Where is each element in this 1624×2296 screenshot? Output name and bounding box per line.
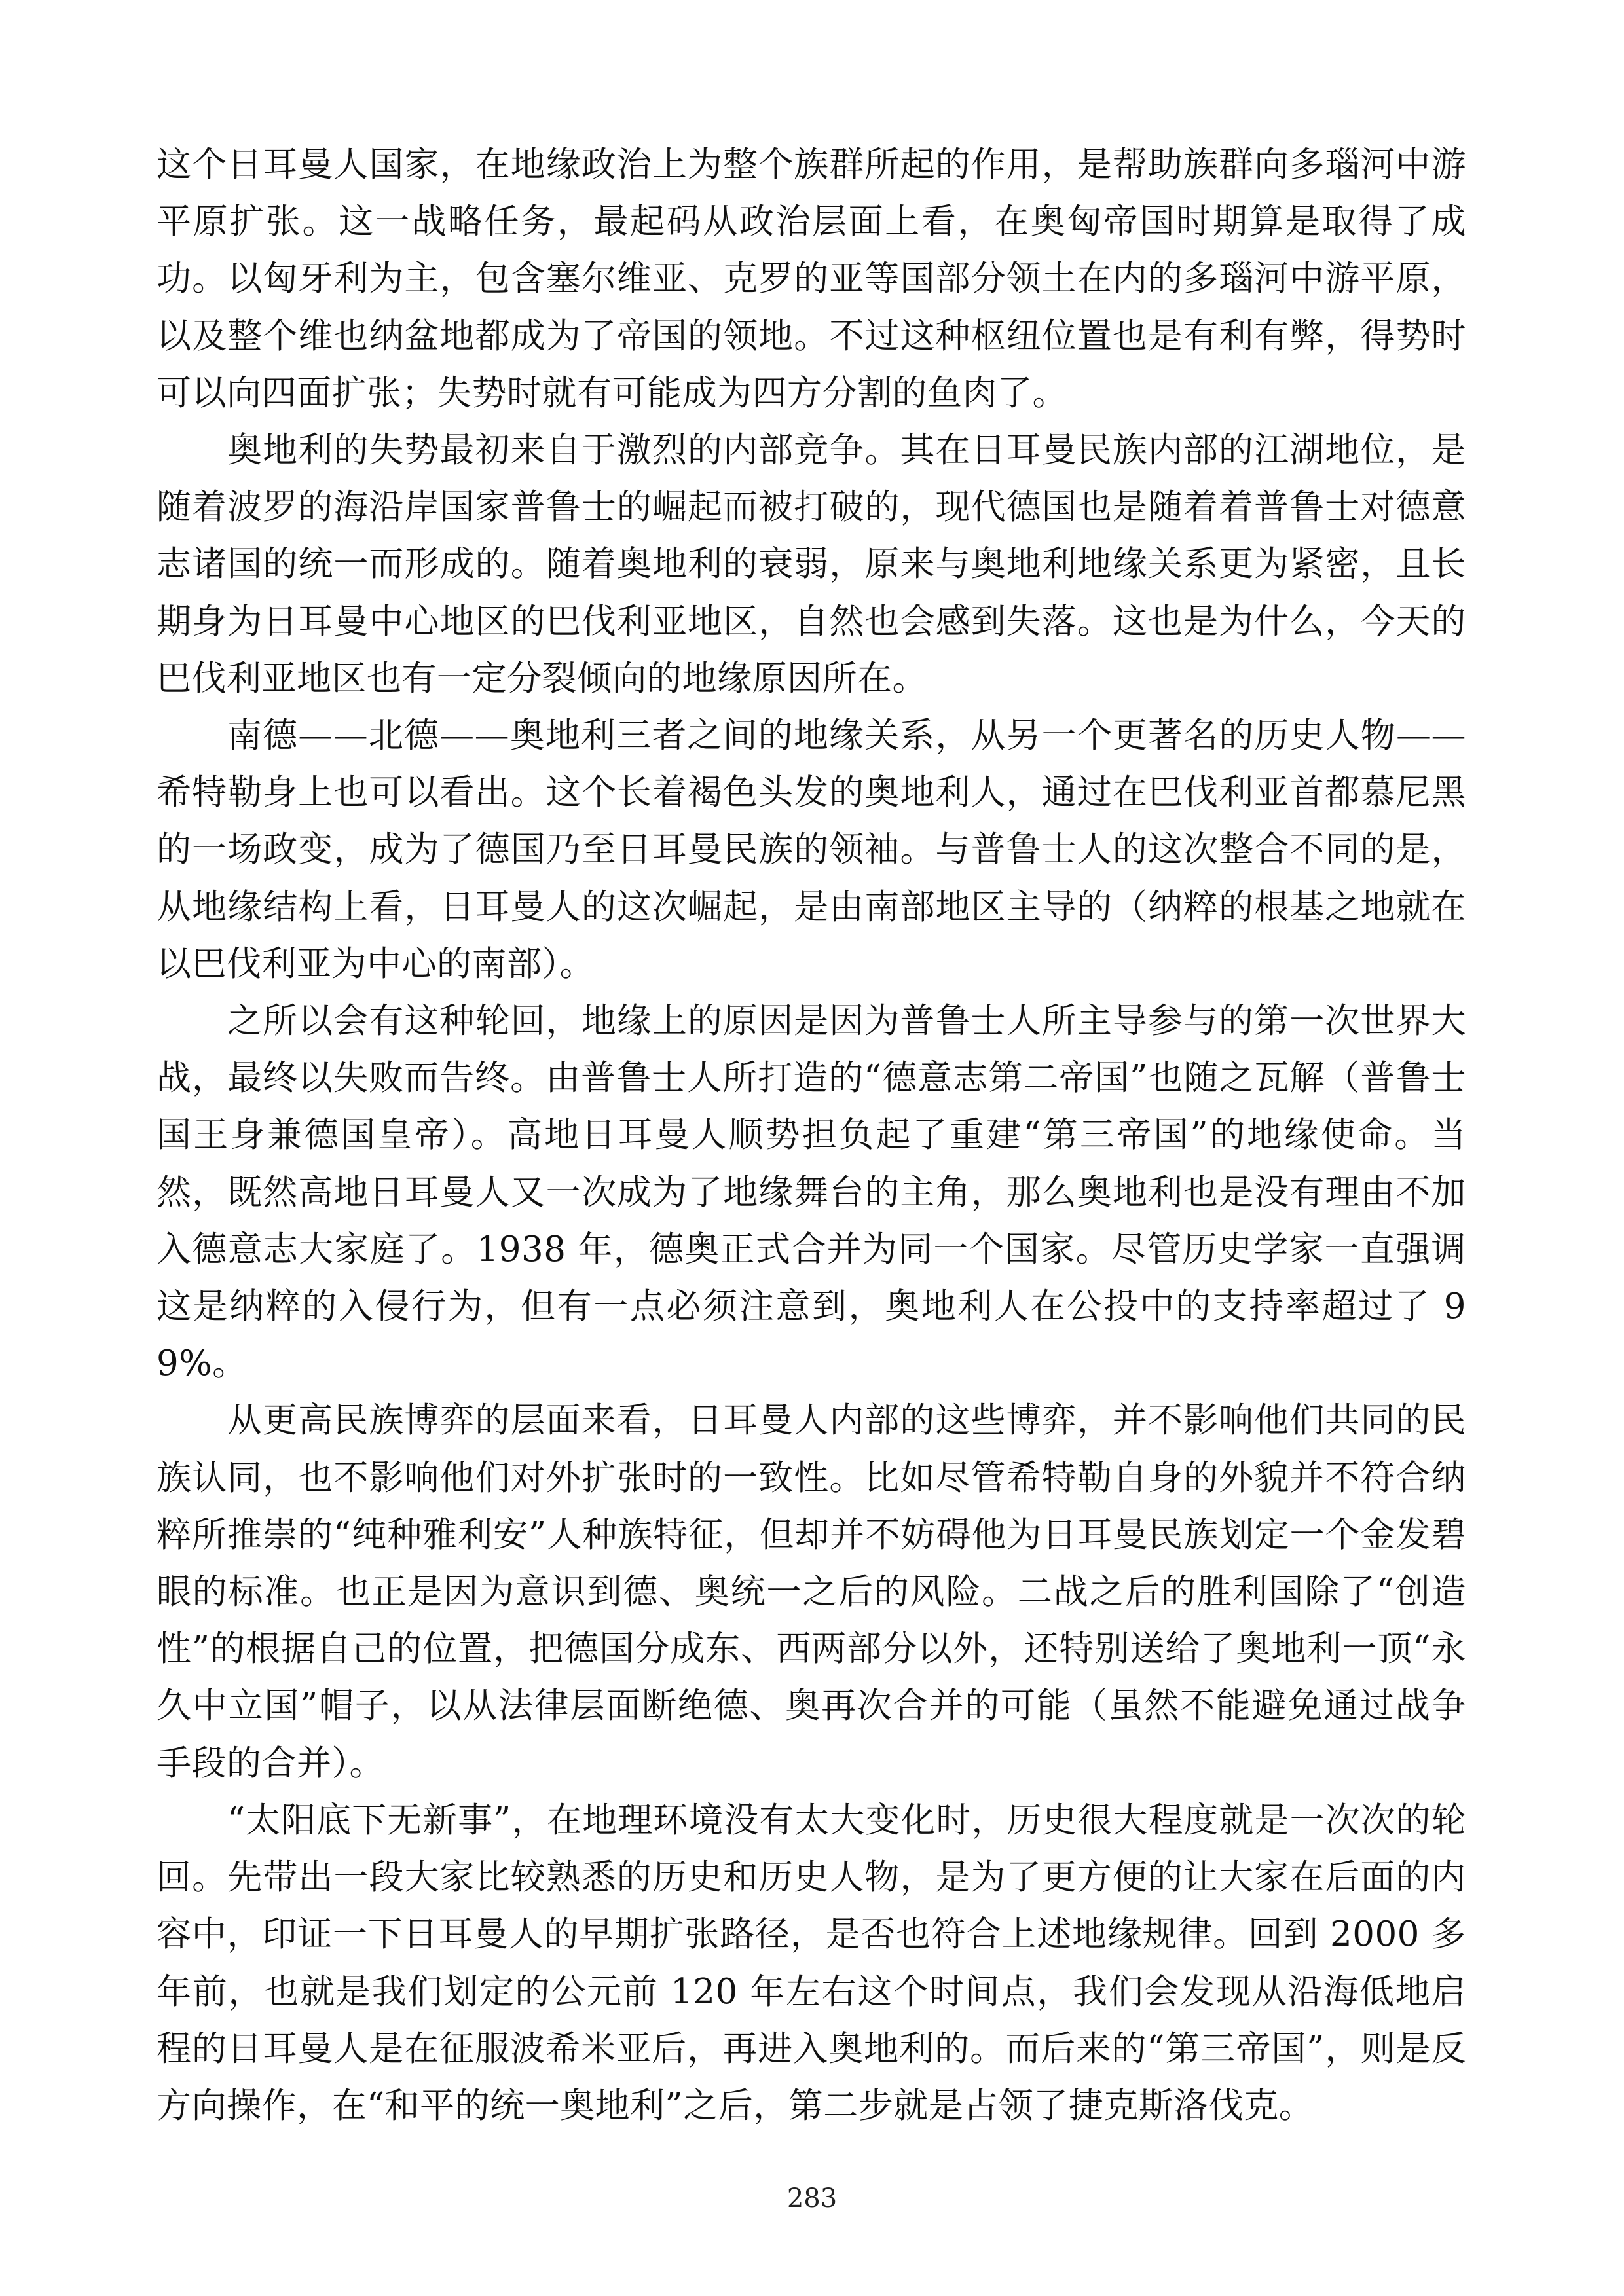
paragraph-1: 这个日耳曼人国家，在地缘政治上为整个族群所起的作用，是帮助族群向多瑙河中游平原扩张。这一战略任务，最起码从政治层面上看，在奥匈帝国时期算是取得了成功。以匈牙利为主，包含塞尔维亚、克罗的亚等国部分领土在内的多瑙河中游平原，以及整个维也纳盆地都成为了帝国的领地。不过这种枢纽位置也是有利有弊，得势时可以向四面扩张；失势时就有可能成为四方分割的鱼肉了。 [157,145,1466,413]
paragraph-3: 南德——北德——奥地利三者之间的地缘关系，从另一个更著名的历史人物——希特勒身上也可以看出。这个长着褐色头发的奥地利人，通过在巴伐利亚首都慕尼黑的一场政变，成为了德国乃至日耳曼民族的领袖。与普鲁士人的这次整合不同的是，从地缘结构上看，日耳曼人的这次崛起，是由南部地区主导的（纳粹的根基之地就在以巴伐利亚为中心的南部）。 [157,716,1466,984]
page-number: 283 [786,2183,838,2214]
paragraph-6: “太阳底下无新事”，在地理环境没有太大变化时，历史很大程度就是一次次的轮回。先带出一段大家比较熟悉的历史和历史人物，是为了更方便的让大家在后面的内容中，印证一下日耳曼人的早期扩张路径，是否也符合上述地缘规律。回到 2000 多年前，也就是我们划定的公元前 120 年左右这个时间点，我们会发现从沿海低地启程的日耳曼人是在征服波希米亚后，再进入奥地利的。而后来的“第三帝国”，则是反方向操作，在“和平的统一奥地利”之后，第二步就是占领了捷克斯洛伐克。 [157,1800,1466,2126]
paragraph-4: 之所以会有这种轮回，地缘上的原因是因为普鲁士人所主导参与的第一次世界大战，最终以失败而告终。由普鲁士人所打造的“德意志第二帝国”也随之瓦解（普鲁士国王身兼德国皇帝）。高地日耳曼人顺势担负起了重建“第三帝国”的地缘使命。当然，既然高地日耳曼人又一次成为了地缘舞台的主角，那么奥地利也是没有理由不加入德意志大家庭了。1938 年，德奥正式合并为同一个国家。尽管历史学家一直强调这是纳粹的入侵行为，但有一点必须注意到，奥地利人在公投中的支持率超过了 99%。 [157,1001,1466,1384]
paragraph-2: 奥地利的失势最初来自于激烈的内部竞争。其在日耳曼民族内部的江湖地位，是随着波罗的海沿岸国家普鲁士的崛起而被打破的，现代德国也是随着着普鲁士对德意志诸国的统一而形成的。随着奥地利的衰弱，原来与奥地利地缘关系更为紧密，且长期身为日耳曼中心地区的巴伐利亚地区，自然也会感到失落。这也是为什么，今天的巴伐利亚地区也有一定分裂倾向的地缘原因所在。 [157,430,1466,699]
paragraph-5: 从更高民族博弈的层面来看，日耳曼人内部的这些博弈，并不影响他们共同的民族认同，也不影响他们对外扩张时的一致性。比如尽管希特勒自身的外貌并不符合纳粹所推崇的“纯种雅利安”人种族特征，但却并不妨碍他为日耳曼民族划定一个金发碧眼的标准。也正是因为意识到德、奥统一之后的风险。二战之后的胜利国除了“创造性”的根据自己的位置，把德国分成东、西两部分以外，还特别送给了奥地利一顶“永久中立国”帽子，以从法律层面断绝德、奥再次合并的可能（虽然不能避免通过战争手段的合并）。 [157,1400,1466,1783]
body-text [157,136,1466,2134]
